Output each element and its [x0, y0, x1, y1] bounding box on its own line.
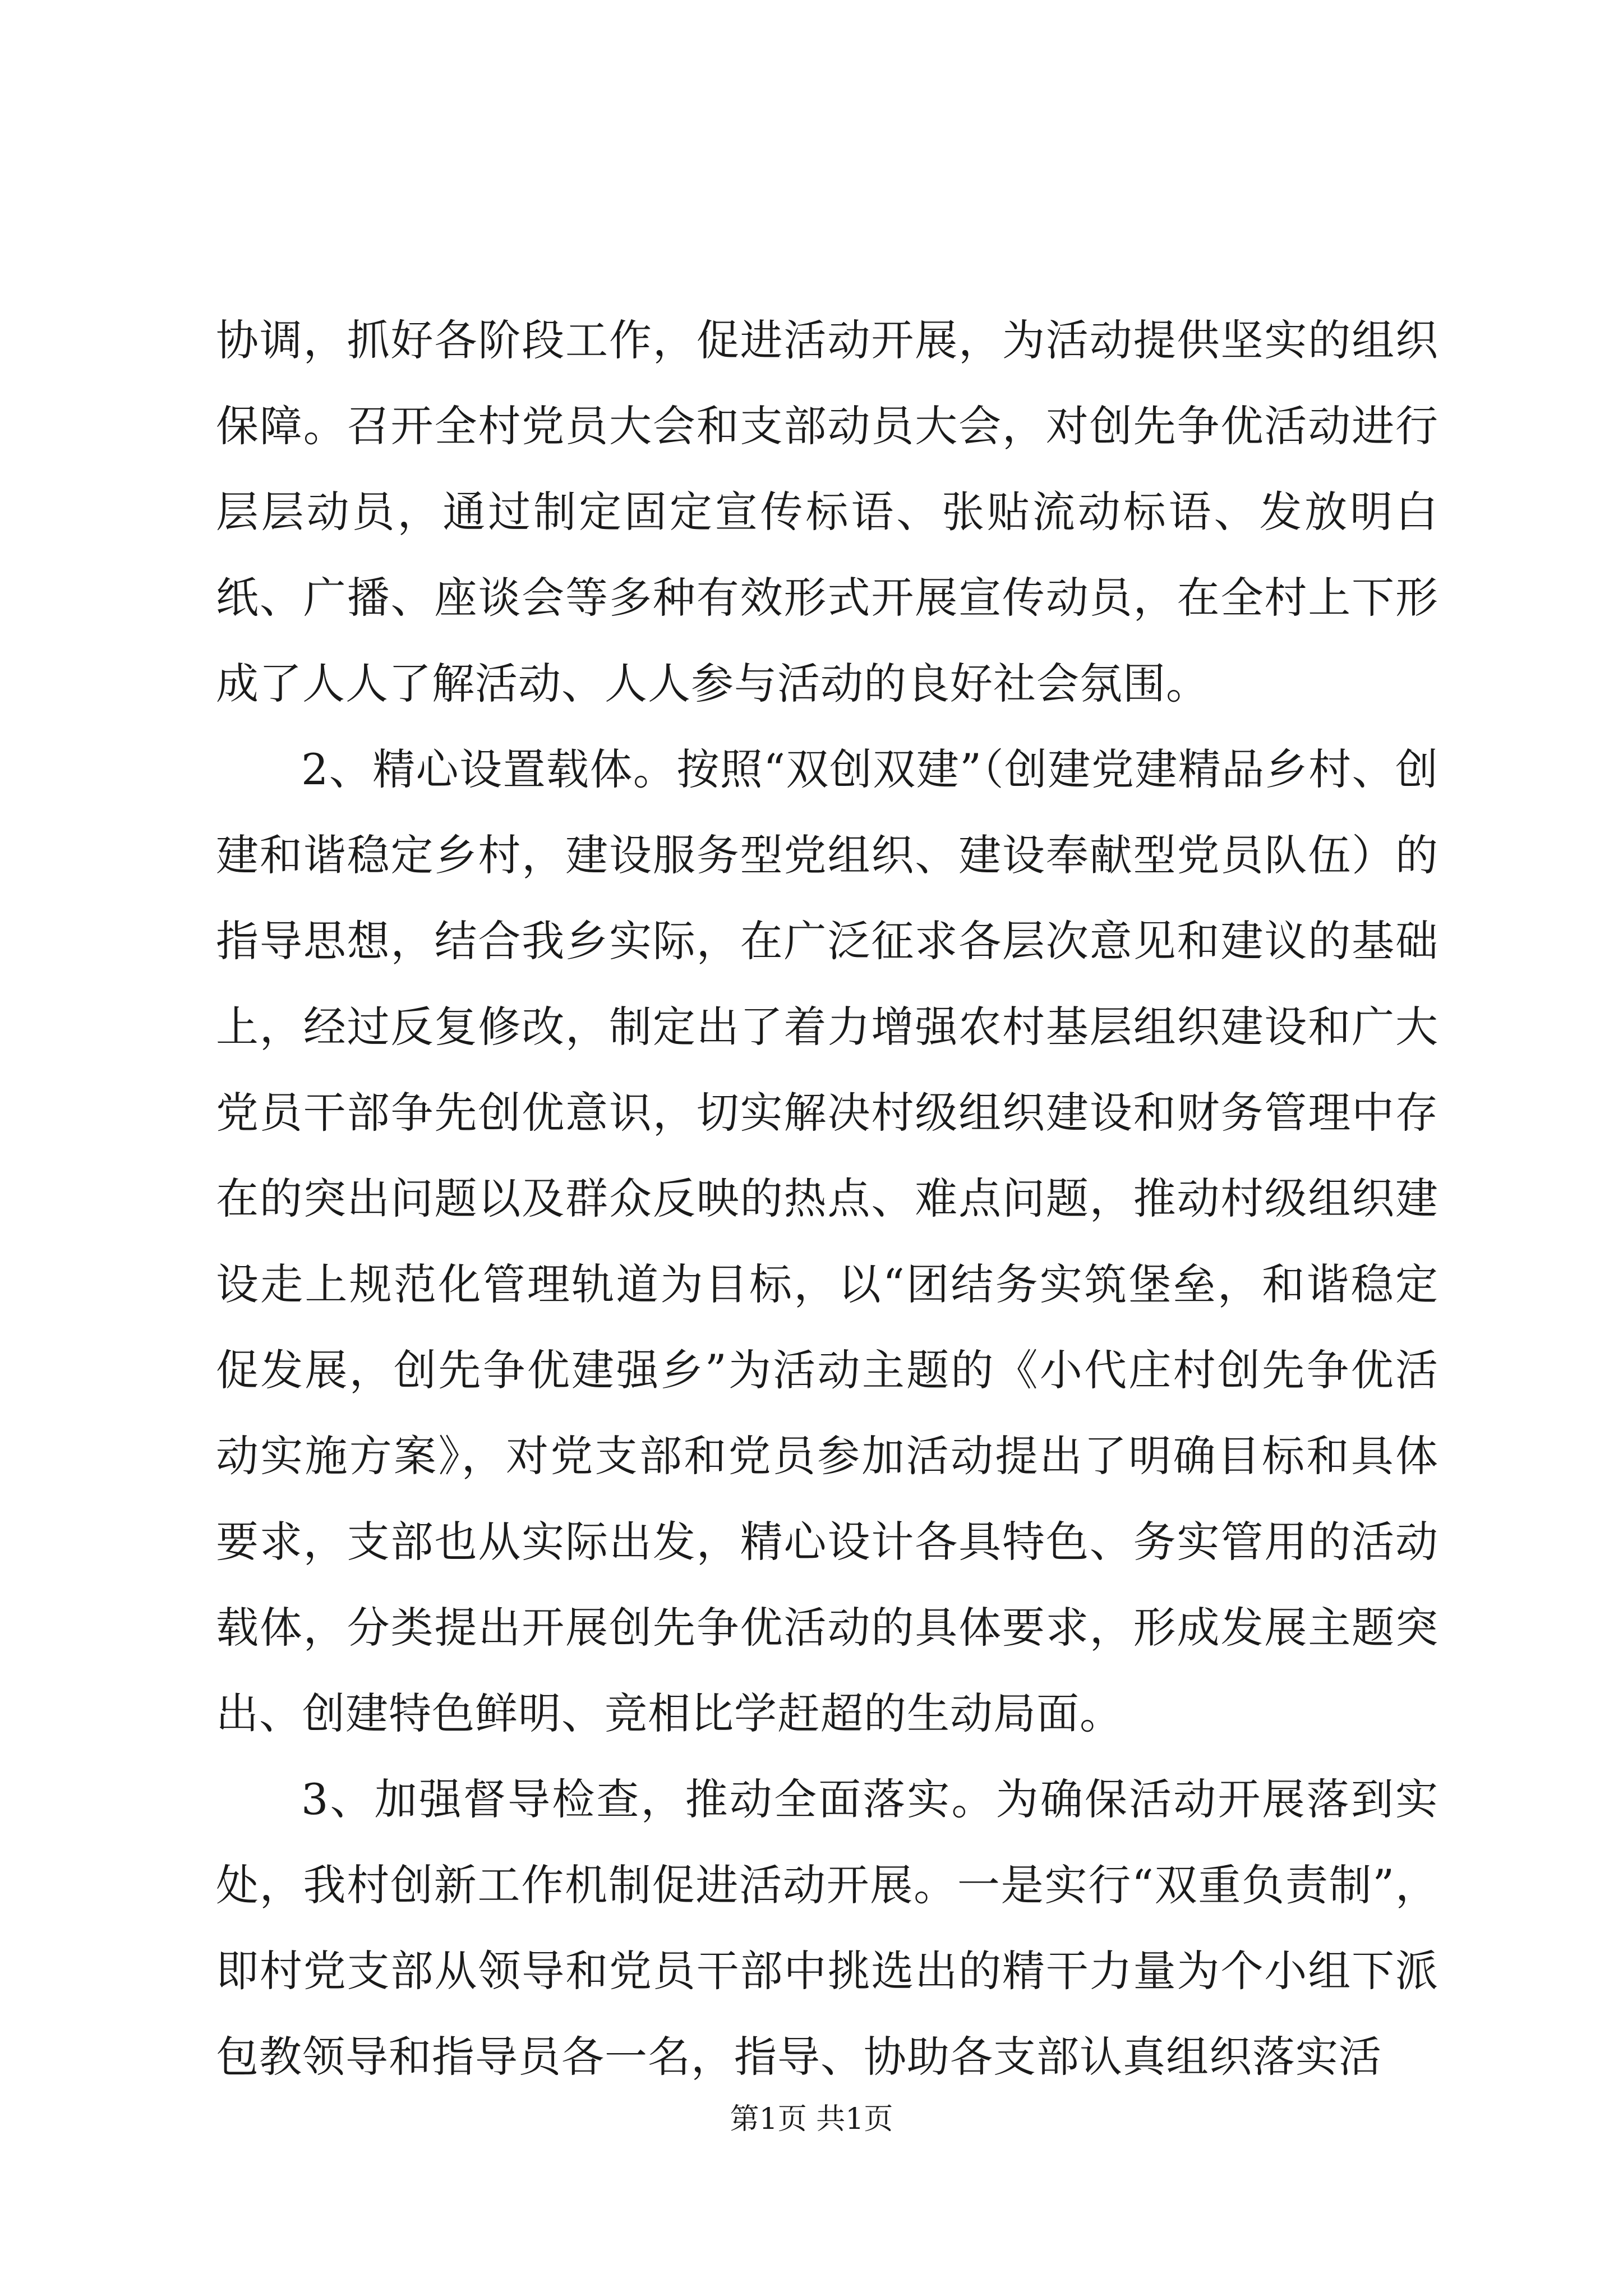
- paragraph-1: 协调，抓好各阶段工作，促进活动开展，为活动提供坚实的组织保障。召开全村党员大会和支部动员大会，对创先争优活动进行层层动员，通过制定固定宣传标语、张贴流动标语、发放明白纸、广播、座谈会等多种有效形式开展宣传动员，在全村上下形成了人人了解活动、人人参与活动的良好社会氛围。: [216, 315, 1438, 708]
- paragraph-3: 3、加强督导检查，推动全面落实。为确保活动开展落到实处，我村创新工作机制促进活动开展。一是实行“双重负责制”，即村党支部从领导和党员干部中挑选出的精干力量为个小组下派包教领导和指导员各一名，指导、协助各支部认真组织落实活: [216, 1774, 1438, 2082]
- paragraph-2: 2、精心设置载体。按照“双创双建”（创建党建精品乡村、创建和谐稳定乡村，建设服务型党组织、建设奉献型党员队伍）的指导思想，结合我乡实际，在广泛征求各层次意见和建议的基础上，经过反复修改，制定出了着力增强农村基层组织建设和广大党员干部争先创优意识，切实解决村级组织建设和财务管理中存在的突出问题以及群众反映的热点、难点问题，推动村级组织建设走上规范化管理轨道为目标，以“团结务实筑堡垒，和谐稳定促发展，创先争优建强乡”为活动主题的《小代庄村创先争优活动实施方案》，对党支部和党员参加活动提出了明确目标和具体要求，支部也从实际出发，精心设计各具特色、务实管用的活动载体，分类提出开展创先争优活动的具体要求，形成发展主题突出、创建特色鲜明、竞相比学赶超的生动局面。: [216, 744, 1438, 1738]
- document-body: [216, 297, 1438, 2100]
- page-footer: 第1页 共1页: [730, 2102, 893, 2136]
